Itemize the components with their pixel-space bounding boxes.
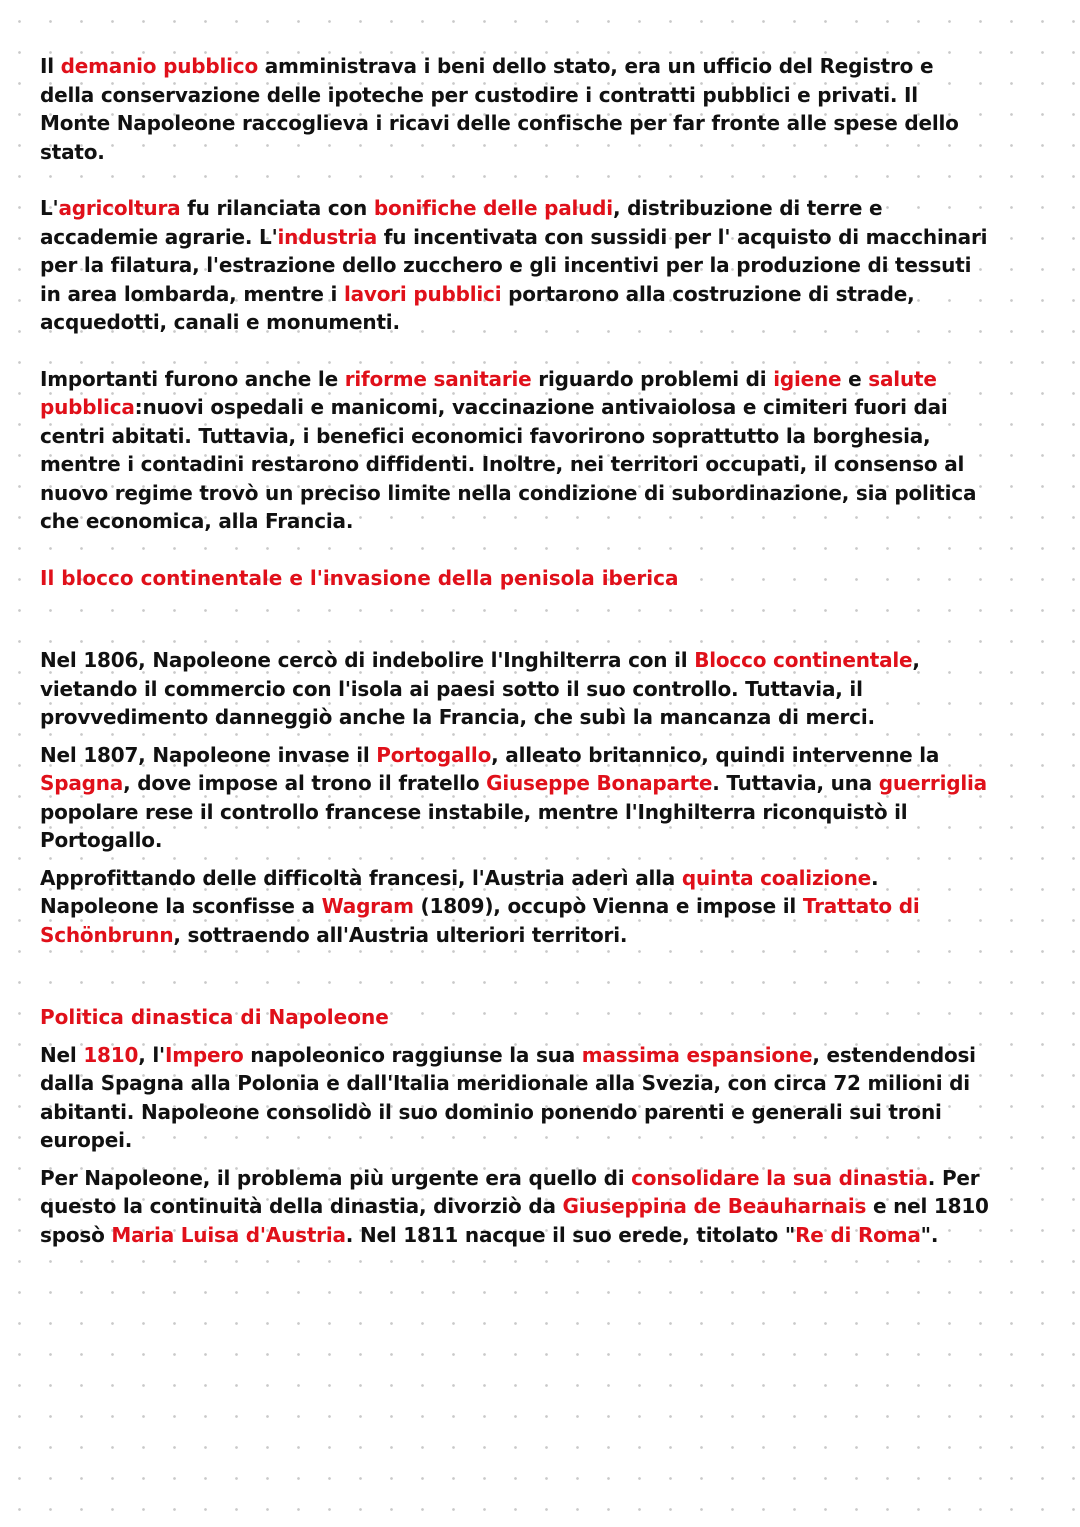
highlight-term: Maria Luisa d'Austria xyxy=(111,1222,346,1247)
highlight-term: guerriglia xyxy=(878,771,987,795)
highlight-term: Blocco continentale xyxy=(694,648,913,672)
highlight-term: riforme sanitarie xyxy=(344,366,532,391)
highlight-term: Spagna xyxy=(40,771,124,795)
paragraph-dinastia: Per Napoleone, il problema più urgente era quello di consolidare la sua dinastia. Per questo la continuità della dinastia, divorziò da Giuseppina de Beauharnais e nel 1810 sposò Maria Luisa d'Austria. Nel 1811 nacque il suo erede, titolato "Re di Roma". xyxy=(40,1165,989,1247)
highlight-term: consolidare la sua dinastia xyxy=(631,1165,928,1190)
section-heading-blocco: Il blocco continentale e l'invasione della penisola iberica xyxy=(40,565,679,590)
highlight-term: massima espansione xyxy=(581,1042,813,1067)
highlight-term: industria xyxy=(277,224,378,249)
paragraph-agricoltura: L'agricoltura fu rilanciata con bonifiche delle paludi, distribuzione di terre e accademie agrarie. L'industria fu incentivata con sussidi per l' acquisto di macchinari per la filatura, l'estrazione dello zucchero e gli incentivi per la produzione di tessuti in area lombarda, mentre i lavori pubblici portarono alla costruzione di strade, acquedotti, canali e monumenti. xyxy=(40,196,988,334)
paragraph-quinta-coalizione: Approfittando delle difficoltà francesi, l'Austria aderì alla quinta coalizione. Napoleone la sconfisse a Wagram (1809), occupò Vienna e impose il Trattato di Schönbrunn, sottraendo all'Austria ulteriori territori. xyxy=(40,865,920,947)
paragraph-portogallo: Nel 1807, Napoleone invase il Portogallo, alleato britannico, quindi intervenne la Spagna, dove impose al trono il fratello Giuseppe Bonaparte. Tuttavia, una guerriglia popolare rese il controllo francese instabile, mentre l'Inghilterra riconquistò il Portogallo. xyxy=(40,742,987,852)
highlight-term: bonifiche delle paludi xyxy=(373,196,613,220)
highlight-term: salute pubblica xyxy=(40,366,937,419)
highlight-term: Re di Roma xyxy=(795,1222,921,1247)
highlight-term: Impero xyxy=(164,1042,244,1067)
highlight-term: Giuseppina de Beauharnais xyxy=(562,1194,867,1218)
paragraph-blocco-continentale: Nel 1806, Napoleone cercò di indebolire l'Inghilterra con il Blocco continentale, vietando il commercio con l'isola ai paesi sotto il suo controllo. Tuttavia, il provvedimento danneggiò anche la Francia, che subì la mancanza di merci. xyxy=(40,648,920,729)
highlight-term: Wagram xyxy=(321,894,414,918)
highlight-term: Giuseppe Bonaparte xyxy=(486,771,713,795)
highlight-term: agricoltura xyxy=(58,196,181,220)
paragraph-demanio: Il demanio pubblico amministrava i beni dello stato, era un ufficio del Registro e della conservazione delle ipoteche per custodire i contratti pubblici e privati. Il Monte Napoleone raccoglieva i ricavi delle confische per far fronte alle spese dello stato. xyxy=(40,54,959,164)
highlight-term: igiene xyxy=(773,366,842,391)
highlight-term: quinta coalizione xyxy=(681,865,871,890)
notes-page xyxy=(40,52,990,1249)
highlight-term: demanio pubblico xyxy=(60,54,258,78)
paragraph-massima-espansione: Nel 1810, l'Impero napoleonico raggiunse la sua massima espansione, estendendosi dalla Spagna alla Polonia e dall'Italia meridionale alla Svezia, con circa 72 milioni di abitanti. Napoleone consolidò il suo dominio ponendo parenti e generali sui troni europei. xyxy=(40,1042,976,1152)
paragraph-riforme-sanitarie: Importanti furono anche le riforme sanitarie riguardo problemi di igiene e salute pubblica:nuovi ospedali e manicomi, vaccinazione antivaiolosa e cimiteri fuori dai centri abitati. Tuttavia, i benefici economici favorirono soprattutto la borghesia, mentre i contadini restarono diffidenti. Inoltre, nei territori occupati, il consenso al nuovo regime trovò un preciso limite nella condizione di subordinazione, sia politica che economica, alla Francia. xyxy=(40,366,977,533)
highlight-term: lavori pubblici xyxy=(343,281,502,306)
highlight-term: Trattato di Schönbrunn xyxy=(40,894,920,947)
section-heading-politica-dinastica: Politica dinastica di Napoleone xyxy=(40,1005,389,1029)
highlight-term: 1810 xyxy=(83,1042,139,1067)
highlight-term: Portogallo xyxy=(376,742,492,767)
